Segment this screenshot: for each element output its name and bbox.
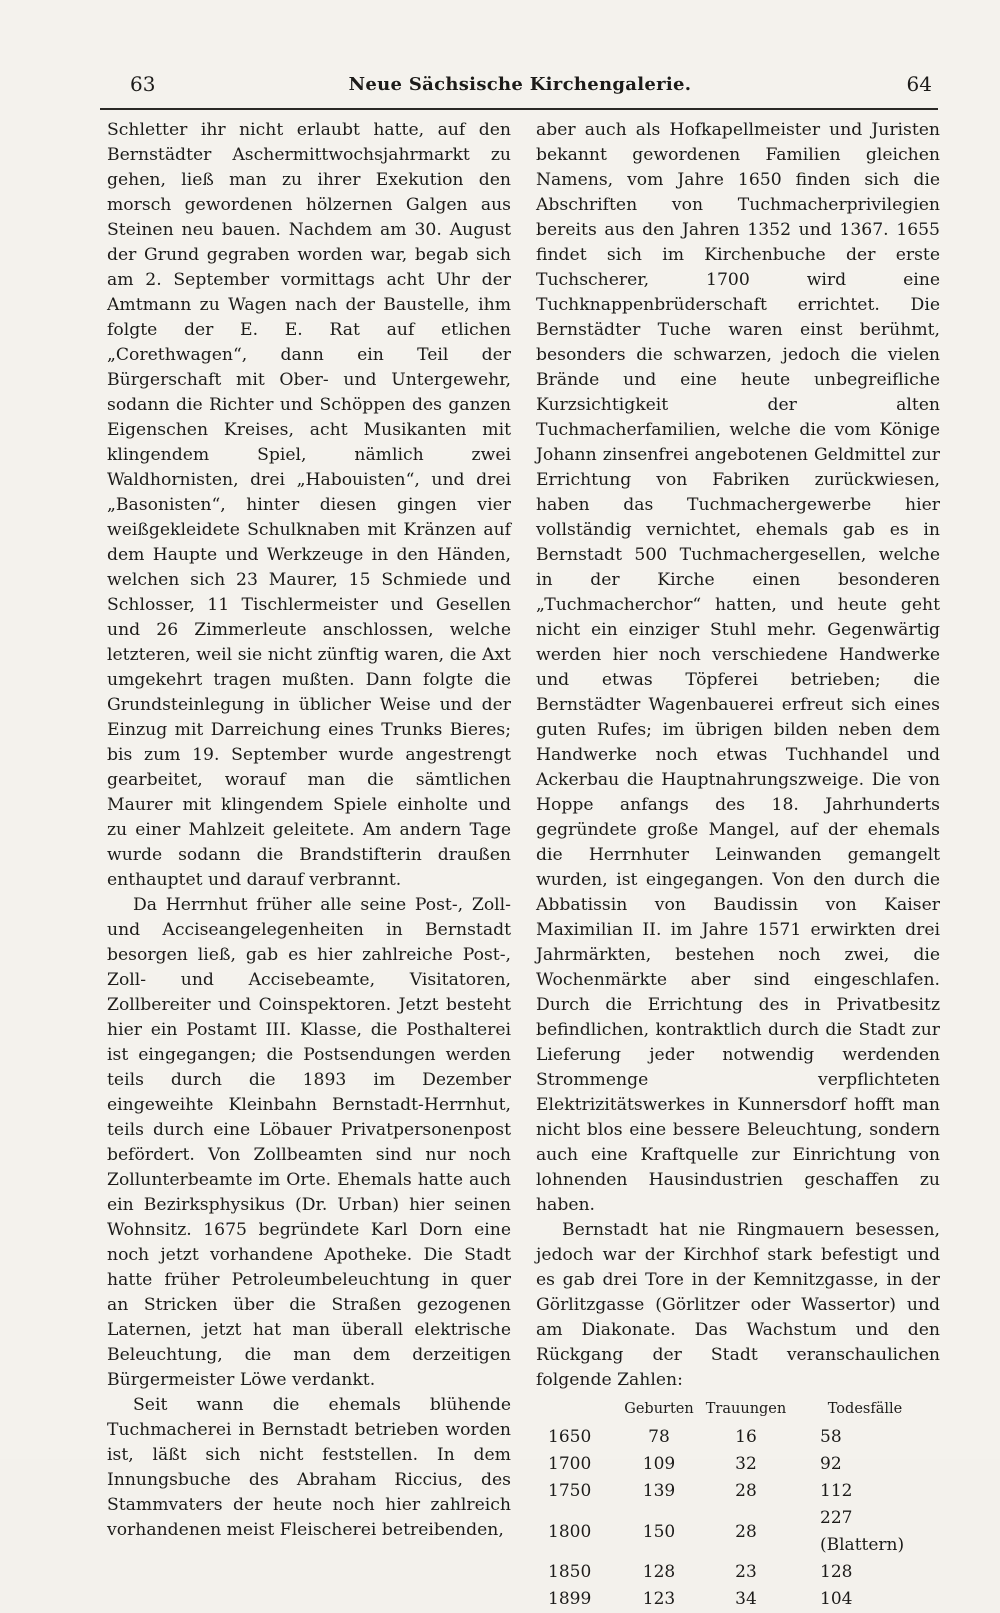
paragraph: Seit wann die ehemals blühende Tuchmacherei in Bernstadt betrieben worden ist, läßt sich nicht feststellen. In dem Innungsbuche des Abraham Riccius, des Stammvaters der heute noch hier zahlreich vorhandenen meist Fleischerei betreibenden, bbox=[107, 1395, 511, 1540]
table-cell: 128 bbox=[642, 1562, 676, 1582]
table-cell: 92 bbox=[820, 1454, 842, 1474]
table-cell: 58 bbox=[820, 1427, 842, 1447]
table-cell: 109 bbox=[642, 1454, 676, 1474]
page-header bbox=[100, 72, 940, 102]
running-title: Neue Sächsische Kirchengalerie. bbox=[348, 74, 692, 95]
table-header-cell: Trauungen bbox=[705, 1401, 787, 1417]
table-cell: 1650 bbox=[548, 1427, 592, 1447]
table-cell: 16 bbox=[735, 1427, 757, 1447]
table-cell: 1750 bbox=[548, 1481, 592, 1501]
table-row bbox=[536, 1424, 936, 1451]
table-cell: 139 bbox=[642, 1481, 676, 1501]
table-cell: 150 bbox=[642, 1521, 676, 1542]
table-row bbox=[536, 1478, 936, 1505]
table-cell: 34 bbox=[735, 1589, 757, 1609]
table-cell: 128 bbox=[820, 1562, 853, 1582]
table-cell: 227 (Blattern) bbox=[820, 1508, 905, 1555]
table-cell: 1700 bbox=[548, 1454, 592, 1474]
table-cell: 1850 bbox=[548, 1562, 592, 1582]
table-header-row bbox=[536, 1397, 936, 1424]
page-number-left: 63 bbox=[130, 72, 156, 96]
table-cell: 104 bbox=[820, 1589, 853, 1609]
table-cell: 28 bbox=[735, 1521, 757, 1542]
header-rule bbox=[100, 108, 938, 110]
table-row bbox=[536, 1505, 936, 1559]
table-row bbox=[536, 1451, 936, 1478]
table-header-cell: Geburten bbox=[624, 1401, 694, 1417]
table-cell: 1800 bbox=[548, 1521, 592, 1542]
table-row bbox=[536, 1586, 936, 1613]
paragraph: aber auch als Hofkapellmeister und Juristen bekannt gewordenen Familien gleichen Namens, vom Jahre 1650 finden sich die Abschriften von Tuchmacherprivilegien bereits aus den Jahren 1352 und 1367. 1655 findet sich im Kirchenbuche der erste Tuchscherer, 1700 wird eine Tuchknappenbrüderschaft errichtet. Die Bernstädter Tuche waren einst berühmt, besonders die schwarzen, jedoch die vielen Brände und eine heute unbegreifliche Kurzsichtigkeit der alten Tuchmacherfamilien, welche die vom Könige Johann zinsenfrei angebotenen Geldmittel zur Errichtung von Fabriken zurückwiesen, haben das Tuchmachergewerbe hier vollständig vernichtet, ehemals gab es in Bernstadt 500 Tuchmachergesellen, welche in der Kirche einen besonderen „Tuchmacherchor“ hatten, und heute geht nicht ein einziger Stuhl mehr. Gegenwärtig werden hier noch verschiedene Handwerke und etwas Töpferei betrieben; die Bernstädter Wagenbauerei erfreut sich eines guten Rufes; im übrigen bilden neben dem Handwerke noch etwas Tuchhandel und Ackerbau die Hauptnahrungszweige. Die von Hoppe anfangs des 18. Jahrhunderts gegründete große Mangel, auf der ehemals die Herrnhuter Leinwanden gemangelt wurden, ist eingegangen. Von den durch die Abbatissin von Baudissin von Kaiser Maximilian II. im Jahre 1571 erwirkten drei Jahrmärkten, bestehen noch zwei, die Wochenmärkte aber sind eingeschlafen. Durch die Errichtung des in Privatbesitz befindlichen, kontraktlich durch die Stadt zur Lieferung jeder notwendig werdenden Strommenge verpflichteten Elektrizitätswerkes in Kunnersdorf hofft man nicht blos eine bessere Beleuchtung, sondern auch eine Kraftquelle zur Einrichtung von lohnenden Hausindustrien geschaffen zu haben. bbox=[536, 120, 940, 1215]
page-number-right: 64 bbox=[906, 72, 932, 96]
table-cell: 123 bbox=[642, 1589, 676, 1609]
right-column bbox=[536, 118, 940, 1613]
table-header-cell: Todesfälle bbox=[827, 1401, 903, 1417]
paragraph: Schletter ihr nicht erlaubt hatte, auf den Bernstädter Aschermittwochsjahrmarkt zu gehen, ließ man zu ihrer Exekution den morsch gewordenen hölzernen Galgen aus Steinen neu bauen. Nachdem am 30. August der Grund gegraben worden war, begab sich am 2. September vormittags acht Uhr der Amtmann zu Wagen nach der Baustelle, ihm folgte der E. E. Rat auf etlichen „Corethwagen“, dann ein Teil der Bürgerschaft mit Ober- und Untergewehr, sodann die Richter und Schöppen des ganzen Eigenschen Kreises, acht Musikanten mit klingendem Spiel, nämlich zwei Waldhornisten, drei „Habouisten“, und drei „Basonisten“, hinter diesen gingen vier weißgekleidete Schulknaben mit Kränzen auf dem Haupte und Werkzeuge in den Händen, welchen sich 23 Maurer, 15 Schmiede und Schlosser, 11 Tischlermeister und Gesellen und 26 Zimmerleute anschlossen, welche letzteren, weil sie nicht zünftig waren, die Axt umgekehrt tragen mußten. Dann folgte die Grundsteinlegung in üblicher Weise und der Einzug mit Darreichung eines Trunks Bieres; bis zum 19. September wurde angestrengt gearbeitet, worauf man die sämtlichen Maurer mit klingendem Spiele einholte und zu einer Mahlzeit geleitete. Am andern Tage wurde sodann die Brandstifterin draußen enthauptet und darauf verbrannt. bbox=[107, 120, 511, 890]
stats-intro: Bernstadt hat nie Ringmauern besessen, jedoch war der Kirchhof stark befestigt und es gab drei Tore in der Kemnitzgasse, in der Görlitzgasse (Görlitzer oder Wassertor) und am Diakonate. Das Wachstum und den Rückgang der Stadt veranschaulichen folgende Zahlen: bbox=[536, 1220, 940, 1390]
table-cell: 23 bbox=[735, 1562, 757, 1582]
table-header-cell bbox=[536, 1397, 620, 1424]
table-cell: 28 bbox=[735, 1481, 757, 1501]
left-column bbox=[107, 118, 511, 1543]
table-cell: 32 bbox=[735, 1454, 757, 1474]
table-cell: 112 bbox=[820, 1481, 853, 1501]
paragraph: Da Herrnhut früher alle seine Post-, Zoll- und Accisеangelegenheiten in Bernstadt besorgen ließ, gab es hier zahlreiche Post-, Zoll- und Accisebeamte, Visitatoren, Zollbereiter und Coinspektoren. Jetzt besteht hier ein Postamt III. Klasse, die Posthalterei ist eingegangen; die Postsendungen werden teils durch die 1893 im Dezember eingeweihte Kleinbahn Bernstadt-Herrnhut, teils durch eine Löbauer Privatpersonenpost befördert. Von Zollbeamten sind nur noch Zollunterbeamte im Orte. Ehemals hatte auch ein Bezirksphysikus (Dr. Urban) hier seinen Wohnsitz. 1675 begründete Karl Dorn eine noch jetzt vorhandene Apotheke. Die Stadt hatte früher Petroleumbeleuchtung in quer an Stricken über die Straßen gezogenen Laternen, jetzt hat man überall elektrische Beleuchtung, die man dem derzeitigen Bürgermeister Löwe verdankt. bbox=[107, 895, 511, 1390]
table-row bbox=[536, 1559, 936, 1586]
statistics-table bbox=[536, 1397, 936, 1613]
table-cell: 1899 bbox=[548, 1589, 592, 1609]
table-cell: 78 bbox=[648, 1427, 670, 1447]
